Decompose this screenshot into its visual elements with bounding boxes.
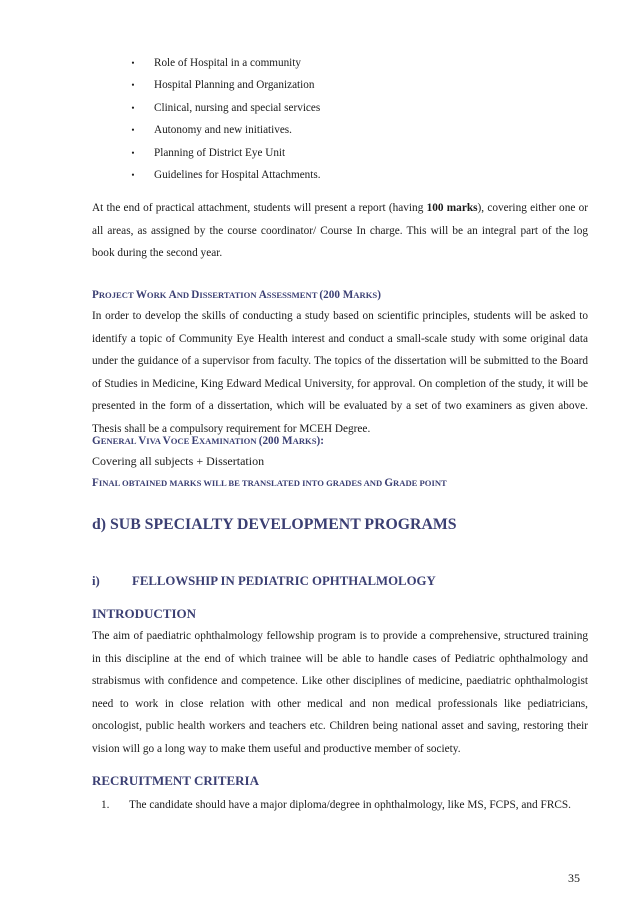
heading-part: D [191, 289, 200, 301]
bullet-text: Clinical, nursing and special services [154, 101, 321, 114]
recruitment-heading: RECRUITMENT CRITERIA [92, 773, 259, 788]
recruitment-item-text: The candidate should have a major diploma/degree in ophthalmology, like MS, FCPS, and FRCS. [129, 799, 571, 811]
bullet-text: Guidelines for Hospital Attachments. [154, 168, 321, 181]
heading-part: ENERAL [100, 436, 139, 446]
practical-text-before: At the end of practical attachment, students will present a report (having [92, 202, 427, 214]
recruitment-item-number: 1. [101, 799, 110, 811]
recruitment-item [101, 794, 588, 816]
heading-part: A [258, 289, 267, 301]
heading-part: A [168, 289, 177, 301]
practical-attachment-paragraph [92, 197, 588, 265]
bullet-item [128, 52, 548, 74]
bullet-item [128, 97, 548, 119]
heading-part: INAL OBTAINED MARKS WILL BE TRANSLATED INTO GRADES AND [98, 478, 385, 488]
bullet-icon: • [131, 147, 135, 158]
heading-part: G [384, 477, 394, 489]
heading-part: IVA [146, 436, 163, 446]
heading-part: G [92, 435, 101, 447]
bullet-list [128, 52, 548, 186]
project-work-heading [92, 287, 588, 303]
bullet-icon: • [131, 58, 135, 68]
bullet-text: Hospital Planning and Organization [154, 79, 315, 92]
heading-part: ISSERTATION [199, 290, 259, 300]
page-number: 35 [568, 871, 580, 885]
heading-part: ND [176, 290, 192, 300]
section-i-title: FELLOWSHIP IN PEDIATRIC OPHTHALMOLOGY [132, 574, 436, 588]
heading-part: V [162, 435, 171, 447]
bullet-text: Autonomy and new initiatives. [154, 124, 292, 137]
bullet-icon: • [131, 169, 135, 180]
heading-part: ORK [146, 290, 169, 300]
section-i-heading [92, 572, 436, 590]
introduction-paragraph: The aim of paediatric ophthalmology fellowship program is to provide a comprehensive, structured training in this discipline at the end of which trainee will be able to handle cases of Pediatric ophthalmology and strabismus with confidence and competence. Like other disciplines of medicine, paediatric ophthalmologist need to work in close relation with other medical and non medical professionals like pediatricians, oncologist, public health workers and teachers etc. Children being national asset and saving, restoring their vision will go a long way to make them useful and productive member of society. [92, 630, 588, 755]
section-i-number: i) [92, 574, 100, 588]
heading-part: W [135, 289, 147, 301]
heading-part: V [138, 435, 147, 447]
bullet-item [128, 74, 548, 96]
heading-part: (200 M [258, 435, 293, 447]
bullet-item [128, 142, 548, 164]
heading-part: P [92, 289, 99, 301]
practical-text-bold: 100 marks [426, 202, 478, 214]
heading-part: ARKS [353, 290, 378, 300]
heading-part: XAMINATION [198, 436, 259, 446]
bullet-icon: • [131, 102, 135, 113]
practical-text-after: ), covering either one or all areas, as assigned by the course coordinator/ Course In charge. This will be an integral part of the log book during the second year. [92, 202, 589, 260]
project-work-paragraph: In order to develop the skills of conducting a study based on scientific principles, students will be asked to identify a topic of Community Eye Health interest and conduct a small-scale study with some original data under the guidance of a supervisor from faculty. The topics of the dissertation will be submitted to the Board of Studies in Medicine, King Edward Medical University, for approval. On completion of the study, it will be presented in the form of a dissertation, which will be evaluated by a set of two examiners as given above. Thesis shall be a compulsory requirement for MCEH Degree. [92, 310, 588, 435]
bullet-icon: • [131, 80, 135, 91]
heading-part: E [191, 435, 199, 447]
heading-part: ) [377, 289, 381, 301]
heading-part: F [92, 477, 99, 489]
heading-part: ): [316, 435, 324, 447]
bullet-icon: • [131, 125, 135, 136]
viva-voce-heading [92, 433, 588, 449]
bullet-item [128, 164, 548, 186]
bullet-text: Planning of District Eye Unit [154, 146, 286, 159]
heading-part: SSESSMENT [266, 290, 320, 300]
bullet-text: Role of Hospital in a community [154, 57, 301, 69]
viva-voce-text: Covering all subjects + Dissertation [92, 454, 265, 468]
heading-part: RADE POINT [393, 478, 447, 488]
bullet-item [128, 119, 548, 141]
heading-part: ROJECT [98, 290, 136, 300]
introduction-heading: INTRODUCTION [92, 606, 197, 621]
section-d-heading: d) SUB SPECIALTY DEVELOPMENT PROGRAMS [92, 516, 457, 533]
final-marks-heading [92, 475, 588, 491]
heading-part: (200 M [319, 289, 354, 301]
heading-part: ARKS [292, 436, 317, 446]
heading-part: OCE [170, 436, 192, 446]
